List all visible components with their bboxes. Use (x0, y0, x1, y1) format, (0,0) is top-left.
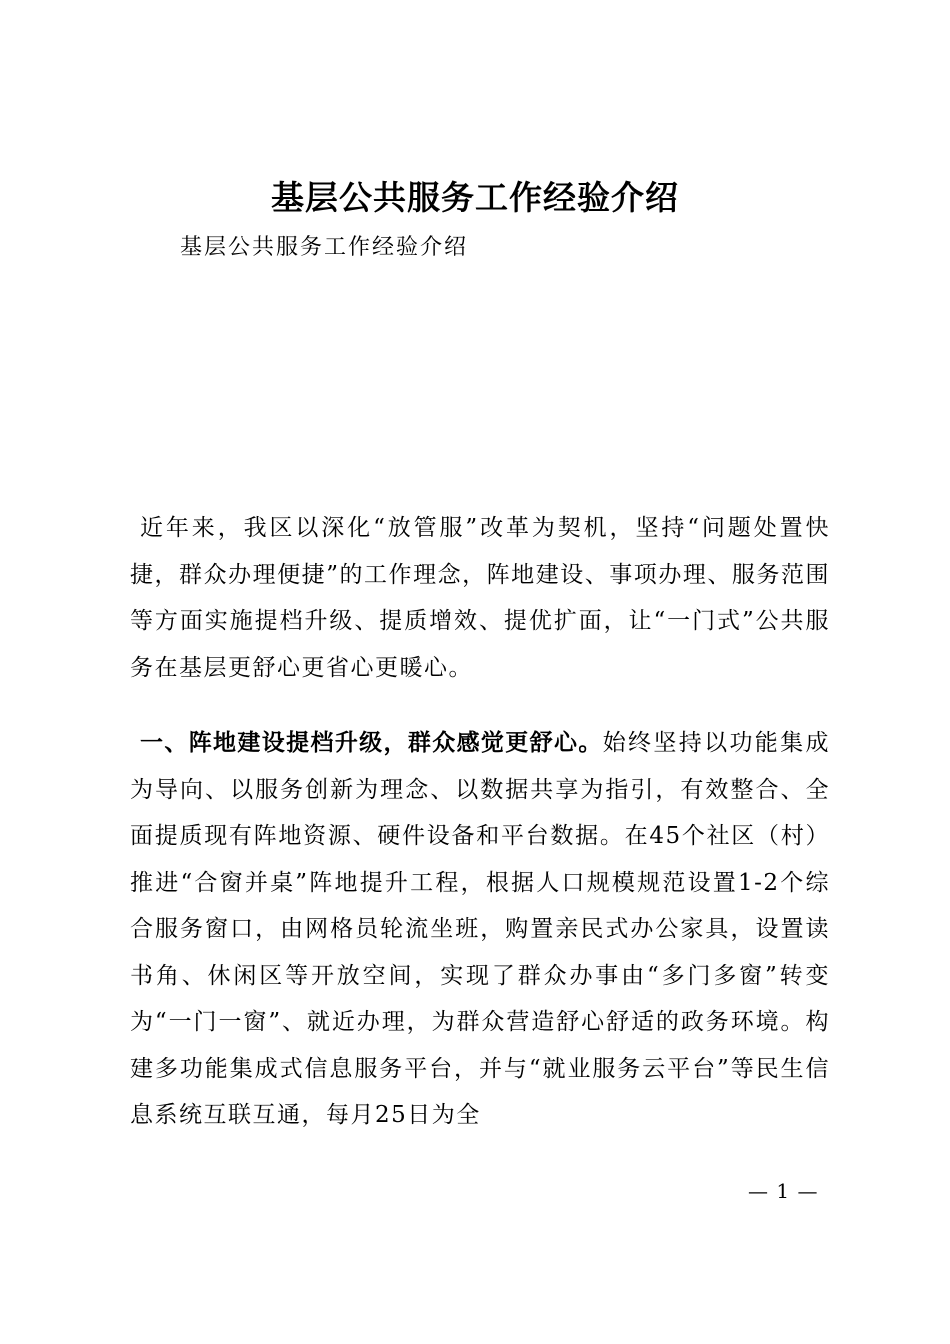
intro-paragraph: 近年来，我区以深化“放管服”改革为契机，坚持“问题处置快捷，群众办理便捷”的工作理念，阵地建设、事项办理、服务范围等方面实施提档升级、提质增效、提优扩面，让“一门式”公共服务在基层更舒心更省心更暖心。 (130, 515, 830, 681)
page-number: — 1 — (748, 1179, 819, 1203)
document-title: 基层公共服务工作经验介绍 (271, 178, 679, 217)
section-one-body: 始终坚持以功能集成为导向、以服务创新为理念、以数据共享为指引，有效整合、全面提质现有阵地资源、硬件设备和平台数据。在45个社区（村）推进“合窗并桌”阵地提升工程，根据人口规模规范设置1-2个综合服务窗口，由网格员轮流坐班，购置亲民式办公家具，设置读书角、休闲区等开放空间，实现了群众办事由“多门多窗”转变为“一门一窗”、就近办理，为群众营造舒心舒适的政务环境。构建多功能集成式信息服务平台，并与“就业服务云平台”等民生信息系统互联互通，每月25日为全 (130, 730, 831, 1128)
section-one-paragraph (130, 720, 830, 1139)
document-subtitle: 基层公共服务工作经验介绍 (180, 235, 469, 260)
section-one-heading: 一、阵地建设提档升级，群众感觉更舒心。 (140, 730, 603, 756)
